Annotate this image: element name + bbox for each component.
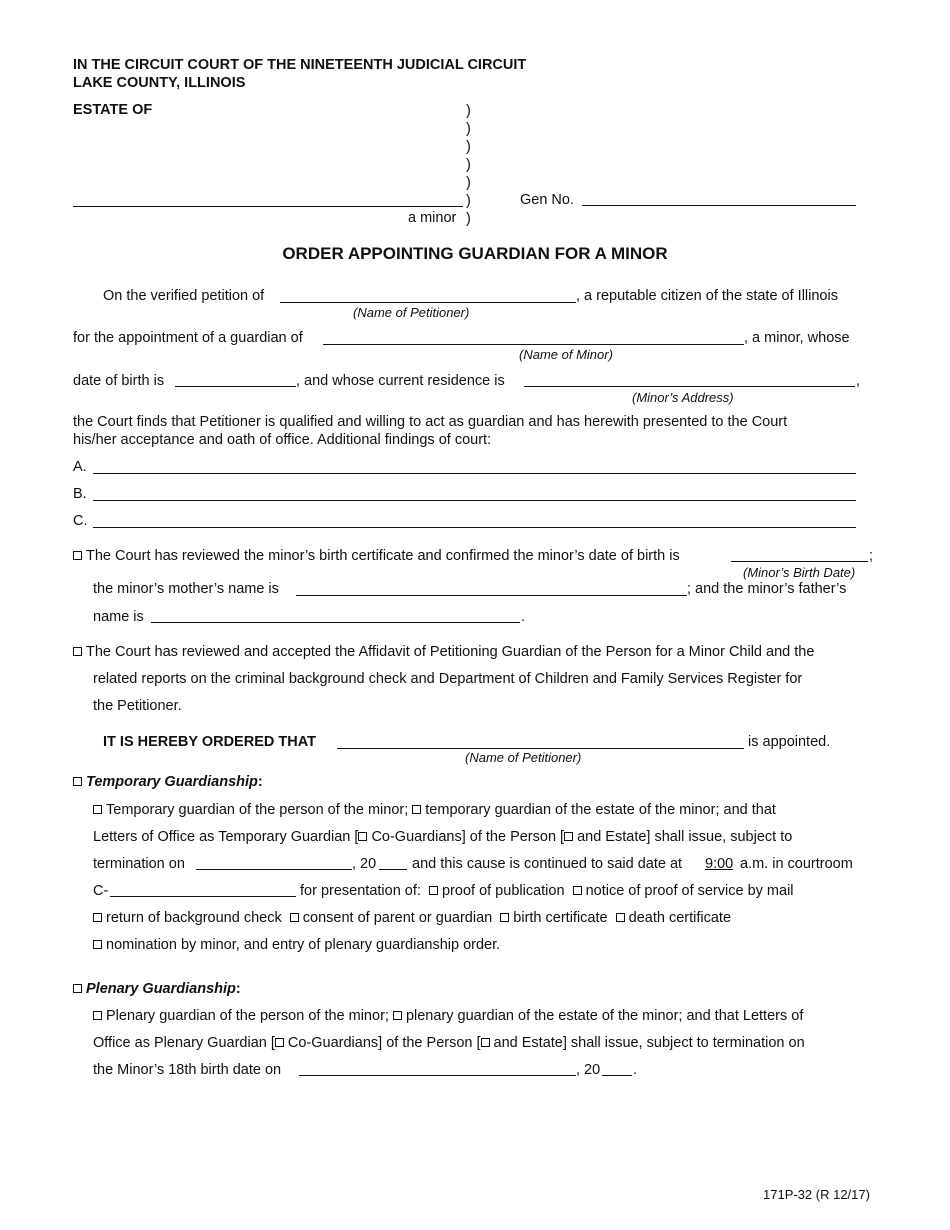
- petition-prefix: On the verified petition of: [103, 288, 265, 304]
- plenary-and-estate-text: and Estate] shall issue, subject to termination on: [493, 1035, 805, 1051]
- residence-label: , and whose current residence is: [296, 373, 505, 389]
- plenary-line-2: [93, 1034, 805, 1052]
- dob-prefix: date of birth is: [73, 373, 165, 389]
- plenary-estate-text: plenary guardian of the estate of the minor; and that Letters of: [405, 1008, 804, 1024]
- caption-paren: ): [466, 121, 471, 137]
- temporary-line-1: [93, 801, 776, 819]
- presentation-text: for presentation of:: [300, 883, 421, 899]
- court-name: IN THE CIRCUIT COURT OF THE NINETEENTH JUDICIAL CIRCUIT: [73, 57, 527, 73]
- minor-caption: (Name of Minor): [519, 347, 613, 362]
- termination-comma-20: , 20: [352, 856, 377, 872]
- temp-estate-checkbox[interactable]: [412, 805, 421, 814]
- termination-date-field[interactable]: [196, 869, 352, 870]
- mother-prefix: the minor’s mother’s name is: [93, 581, 279, 597]
- temporary-line-2: [93, 828, 792, 846]
- caption-paren: ): [466, 211, 471, 227]
- petitioner-caption: (Name of Petitioner): [353, 305, 470, 320]
- courtroom-field[interactable]: [110, 896, 296, 897]
- plenary-birth-date-field[interactable]: [299, 1075, 576, 1076]
- birth-cert-checkbox[interactable]: [73, 551, 82, 560]
- temporary-checkbox[interactable]: [73, 777, 82, 786]
- caption-paren: ): [466, 157, 471, 173]
- ordered-caption: (Name of Petitioner): [465, 750, 582, 765]
- temp-person-checkbox[interactable]: [93, 805, 102, 814]
- temp-letters-text: Letters of Office as Temporary Guardian [: [93, 829, 359, 845]
- consent-checkbox[interactable]: [290, 913, 299, 922]
- page-title: ORDER APPOINTING GUARDIAN FOR A MINOR: [282, 244, 668, 263]
- nomination-text: nomination by minor, and entry of plenary guardianship order.: [106, 937, 501, 953]
- temp-estate-text: temporary guardian of the estate of the minor; and that: [425, 802, 776, 818]
- proof-publication-text: proof of publication: [441, 883, 565, 899]
- form-number: 171P-32 (R 12/17): [763, 1187, 870, 1202]
- estate-of-label: ESTATE OF: [73, 102, 153, 118]
- dob-field[interactable]: [175, 386, 296, 387]
- affidavit-text-2: related reports on the criminal background check and Department of Children and Family Services Register for: [93, 671, 803, 687]
- ordered-prefix: IT IS HEREBY ORDERED THAT: [103, 734, 316, 750]
- notice-service-text: notice of proof of service by mail: [585, 883, 794, 899]
- affidavit-row: [73, 643, 814, 661]
- notice-service-checkbox[interactable]: [573, 886, 582, 895]
- plenary-heading: Plenary Guardianship: [86, 981, 236, 997]
- termination-year-field[interactable]: [379, 869, 407, 870]
- petitioner-name-field[interactable]: [280, 302, 576, 303]
- temporary-line-6: [93, 936, 500, 954]
- caption-paren: ): [466, 139, 471, 155]
- plenary-birth-prefix: the Minor’s 18th birth date on: [93, 1062, 282, 1078]
- affidavit-text-3: the Petitioner.: [93, 698, 182, 714]
- birth-cert-row: [73, 547, 680, 565]
- courtroom-text: a.m. in courtroom: [740, 856, 853, 872]
- plenary-person-checkbox[interactable]: [93, 1011, 102, 1020]
- finding-b-label: B.: [73, 486, 87, 502]
- finding-b-field[interactable]: [93, 500, 856, 501]
- birth-cert-text: The Court has reviewed the minor’s birth certificate and confirmed the minor’s date of birth is: [86, 548, 680, 564]
- father-name-field[interactable]: [151, 622, 520, 623]
- temporary-colon: :: [257, 774, 263, 790]
- address-comma: ,: [856, 373, 861, 389]
- guardian-of-suffix: , a minor, whose: [744, 330, 850, 346]
- temp-and-estate-checkbox[interactable]: [564, 832, 573, 841]
- caption-paren: ): [466, 103, 471, 119]
- temp-person-text: Temporary guardian of the person of the minor;: [106, 802, 409, 818]
- findings-text-2: his/her acceptance and oath of office. Additional findings of court:: [73, 432, 492, 448]
- findings-text-1: the Court finds that Petitioner is qualified and willing to act as guardian and has herewith presented to the Court: [73, 414, 788, 430]
- plenary-line-1: [93, 1007, 803, 1025]
- father-prefix: name is: [93, 609, 144, 625]
- gen-no-field[interactable]: [582, 205, 856, 206]
- gen-no-label: Gen No.: [520, 192, 574, 208]
- proof-publication-checkbox[interactable]: [429, 886, 438, 895]
- nomination-checkbox[interactable]: [93, 940, 102, 949]
- plenary-checkbox[interactable]: [73, 984, 82, 993]
- plenary-colon: :: [235, 981, 241, 997]
- plenary-heading-row: [73, 980, 241, 998]
- consent-text: consent of parent or guardian: [302, 910, 493, 926]
- background-check-text: return of background check: [106, 910, 282, 926]
- temp-coguardians-text: Co-Guardians] of the Person [: [371, 829, 565, 845]
- affidavit-checkbox[interactable]: [73, 647, 82, 656]
- plenary-coguardians-checkbox[interactable]: [275, 1038, 284, 1047]
- courtroom-prefix: C-: [93, 883, 109, 899]
- finding-a-label: A.: [73, 459, 87, 475]
- temporary-line-5: [93, 909, 731, 927]
- death-certificate-checkbox[interactable]: [616, 913, 625, 922]
- plenary-estate-checkbox[interactable]: [393, 1011, 402, 1020]
- father-period: .: [521, 609, 526, 625]
- plenary-year-field[interactable]: [602, 1075, 632, 1076]
- death-certificate-text: death certificate: [628, 910, 732, 926]
- ordered-suffix: is appointed.: [748, 734, 831, 750]
- temp-coguardians-checkbox[interactable]: [358, 832, 367, 841]
- address-caption: (Minor’s Address): [632, 390, 734, 405]
- a-minor-label: a minor: [408, 210, 457, 226]
- mother-suffix: ; and the minor’s father’s: [687, 581, 847, 597]
- minor-name-field[interactable]: [323, 344, 744, 345]
- birth-certificate-text: birth certificate: [513, 910, 608, 926]
- caption-paren: ): [466, 193, 471, 209]
- temporary-line-4: [300, 882, 794, 900]
- birth-date-caption: (Minor’s Birth Date): [743, 565, 856, 580]
- mother-name-field[interactable]: [296, 595, 687, 596]
- plenary-and-estate-checkbox[interactable]: [481, 1038, 490, 1047]
- plenary-person-text: Plenary guardian of the person of the minor;: [106, 1008, 389, 1024]
- finding-c-field[interactable]: [93, 527, 856, 528]
- affidavit-text-1: The Court has reviewed and accepted the Affidavit of Petitioning Guardian of the Person for a Minor Child and the: [86, 644, 815, 660]
- plenary-period: .: [633, 1062, 638, 1078]
- plenary-coguardians-text: Co-Guardians] of the Person [: [287, 1035, 481, 1051]
- birth-certificate-checkbox[interactable]: [500, 913, 509, 922]
- caption-paren: ): [466, 175, 471, 191]
- minor-address-field[interactable]: [524, 386, 855, 387]
- guardian-of-prefix: for the appointment of a guardian of: [73, 330, 303, 346]
- continued-time: 9:00: [705, 856, 734, 872]
- temp-and-estate-text: and Estate] shall issue, subject to: [577, 829, 793, 845]
- birth-date-field[interactable]: [731, 561, 868, 562]
- temporary-heading-row: [73, 773, 263, 791]
- plenary-comma-20: , 20: [576, 1062, 601, 1078]
- continued-text: and this cause is continued to said date at: [412, 856, 683, 872]
- county-name: LAKE COUNTY, ILLINOIS: [73, 75, 246, 91]
- finding-a-field[interactable]: [93, 473, 856, 474]
- background-check-checkbox[interactable]: [93, 913, 102, 922]
- plenary-office-text: Office as Plenary Guardian [: [93, 1035, 275, 1051]
- petition-suffix: , a reputable citizen of the state of Illinois: [576, 288, 838, 304]
- estate-name-field[interactable]: [73, 206, 463, 207]
- birth-semicolon: ;: [869, 548, 874, 564]
- finding-c-label: C.: [73, 513, 88, 529]
- temporary-heading: Temporary Guardianship: [86, 774, 258, 790]
- termination-prefix: termination on: [93, 856, 185, 872]
